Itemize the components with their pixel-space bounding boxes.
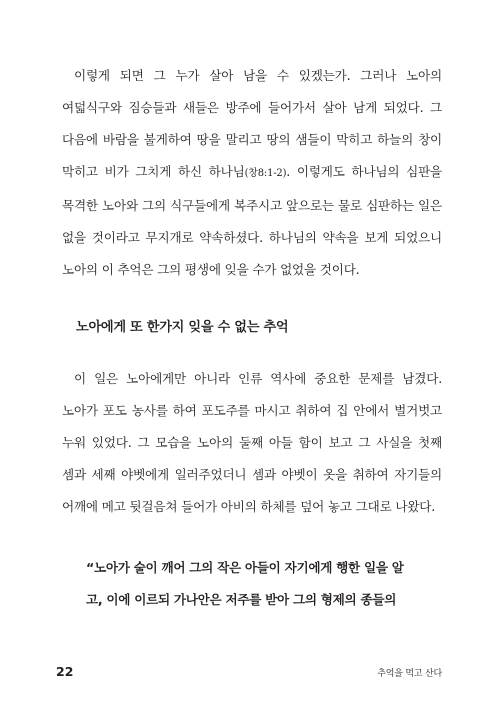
page-number: 22 (56, 664, 74, 679)
scripture-quote: “노아가 술이 깨어 그의 작은 아들이 자기에게 행한 일을 알고, 이에 이르되 가나안은 저주를 받아 그의 형제의 종들의 (86, 560, 404, 607)
paragraph-noah-survival (62, 60, 442, 286)
paragraph-text-before-reference: 이렇게 되면 그 누가 살아 남을 수 있겠는가. 그러나 노아의 여덟식구와 짐승들과 새들은 방주에 들어가서 살아 남게 되었다. 그 다음에 바람을 불게하여 땅을 말리고 땅의 샘들이 막히고 하늘의 창이 막히고 비가 그치게 하신 하나님 (62, 68, 442, 179)
running-footer-title: 추억을 먹고 산다 (377, 669, 442, 679)
section-heading: 노아에게 또 한가지 잊을 수 없는 추억 (76, 320, 289, 335)
paragraph-noah-vineyard: 이 일은 노아에게만 아니라 인류 역사에 중요한 문제를 남겼다. 노아가 포도 농사를 하여 포도주를 마시고 취하여 집 안에서 벌거벗고 누워 있었다. 그 모습을 노아의 둘째 아들 함이 보고 그 사실을 첫째 셈과 세째 야벳에게 일러주었더니 셈과 야벳이 옷을 취하여 자기들의 어깨에 메고 뒷걸음쳐 들어가 아비의 하체를 덮어 놓고 그대로 나왔다. (62, 371, 442, 514)
paragraph-text-after-reference: . 이렇게도 하나님의 심판을 목격한 노아와 그의 식구들에게 복주시고 앞으로는 물로 심판하는 일은 없을 것이라고 무지개로 약속하셨다. 하나님의 약속을 보게 되었으니 노아의 이 추억은 그의 평생에 잊을 수가 없었을 것이다. (62, 164, 442, 277)
scripture-reference: (창8:1-2) (244, 168, 287, 179)
